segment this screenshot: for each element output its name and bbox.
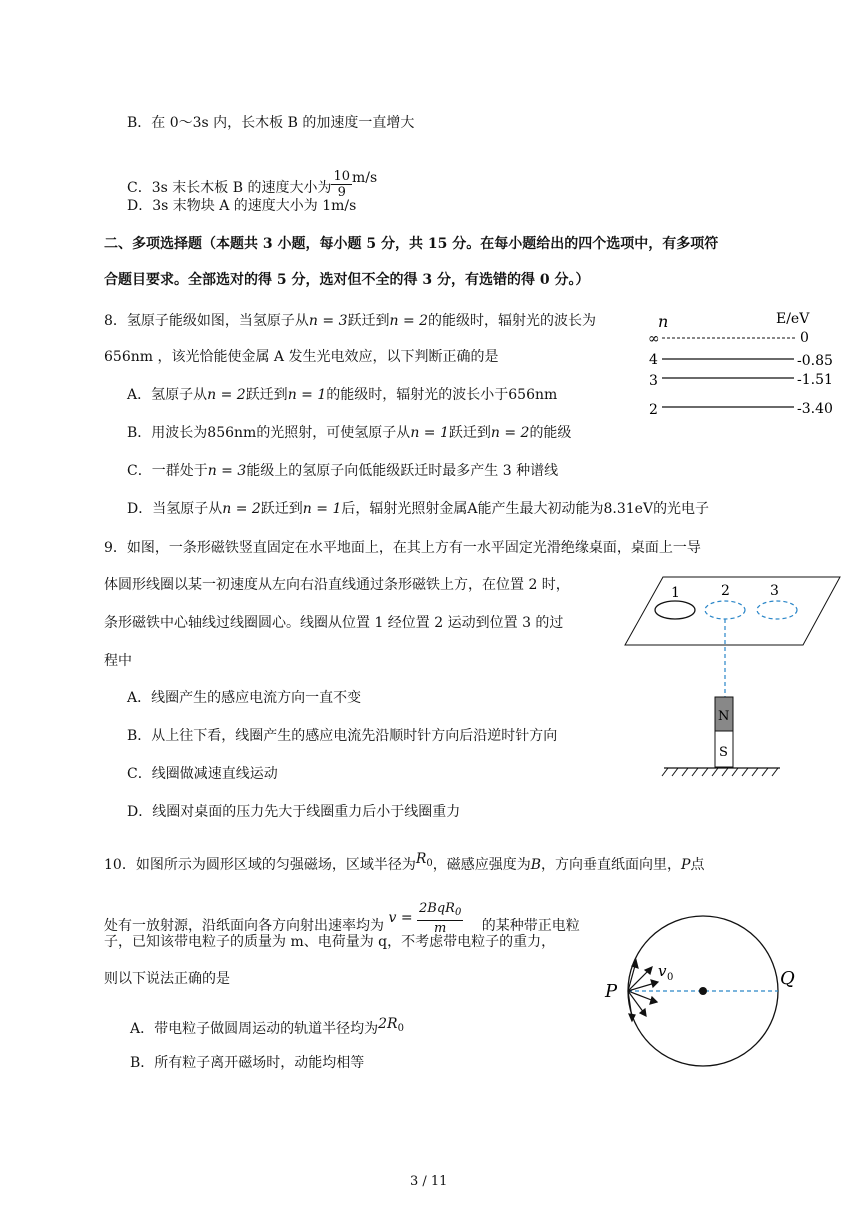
q8-n3: n = 3	[308, 313, 348, 329]
velocity-label: v	[658, 962, 667, 980]
q8-b-n1: n = 1	[410, 425, 449, 441]
q8-d-text: 的光电子	[653, 501, 710, 517]
energy-n-label: n	[658, 312, 669, 331]
velocity-subscript: 0	[667, 972, 674, 983]
q8-option-a	[127, 385, 557, 405]
q8-stem-line1	[104, 311, 596, 331]
q9-stem-line3: 条形磁铁中心轴线过线圈圆心。线圈从位置 1 经位置 2 运动到位置 3 的过	[104, 615, 564, 631]
center-dot	[699, 987, 707, 995]
q8-a-n2: n = 2	[207, 387, 246, 403]
q10-stem-line3: 子，已知该带电粒子的质量为 m、电荷量为 q，不考虑带电粒子的重力，	[104, 934, 556, 950]
energy-level-value: 0	[800, 330, 809, 346]
energy-level-n: 3	[649, 373, 658, 389]
q8-b-text: B．用波长为	[127, 425, 208, 441]
fraction-denominator: 9	[337, 185, 346, 200]
q10-stem-line4: 则以下说法正确的是	[104, 971, 230, 987]
q10-v-equals: v =	[388, 910, 413, 926]
energy-level-n: 2	[649, 402, 658, 418]
fraction-numerator: 10	[333, 169, 350, 184]
energy-level-value: -3.40	[797, 401, 833, 417]
q9-option-c: C．线圈做减速直线运动	[127, 766, 278, 782]
energy-level-diagram	[640, 305, 840, 420]
q8-b-n2: n = 2	[490, 425, 530, 441]
position-label-1: 1	[671, 585, 680, 601]
q8-a-value: 656nm	[508, 387, 558, 403]
q9-option-b: B．从上往下看，线圈产生的感应电流先沿顺时针方向后沿逆时针方向	[127, 728, 558, 744]
q10-option-a	[130, 1014, 404, 1039]
energy-level-n: ∞	[648, 331, 660, 347]
q10-stem-line2	[104, 901, 580, 936]
v-numerator-subscript: 0	[454, 907, 462, 918]
coil-position-1	[655, 601, 695, 619]
q10-v-fraction	[417, 901, 463, 936]
coil-position-3	[757, 601, 797, 619]
q8-d-n2: n = 2	[222, 501, 261, 517]
page-number: 3 / 11	[410, 1174, 448, 1189]
q8-a-text: A．氢原子从	[127, 387, 208, 403]
q7-option-c-unit: m/s	[352, 170, 378, 186]
q8-option-c	[127, 461, 558, 481]
q8-b-text: 跃迁到	[448, 425, 491, 441]
south-label: S	[719, 745, 728, 760]
q9-stem-line2: 体圆形线圈以某一初速度从左向右沿直线通过条形磁铁上方，在位置 2 时，	[104, 577, 570, 593]
magnet-table-diagram	[620, 570, 850, 785]
q8-b-text: 的能级	[529, 425, 572, 441]
circular-field-diagram	[600, 880, 810, 1070]
q10-text: ，磁感应强度为	[432, 857, 531, 873]
section2-heading-line2: 合题目要求。全部选对的得 5 分，选对但不全的得 3 分，有选错的得 0 分。）	[104, 272, 590, 288]
q8-n2: n = 2	[389, 313, 429, 329]
q8-c-text: C．一群处于	[127, 463, 208, 479]
q8-d-metal: A	[467, 501, 478, 517]
section2-heading-line1: 二、多项选择题（本题共 3 小题，每小题 5 分，共 15 分。在每小题给出的四个选项中，有多项符	[104, 236, 719, 252]
q10-text: 10．如图所示为圆形区域的匀强磁场，区域半径为	[104, 857, 416, 873]
q10-p-symbol: P	[681, 857, 691, 873]
point-q-label: Q	[780, 968, 795, 989]
q10-text: 处有一放射源，沿纸面向各方向射出速率均为	[104, 918, 384, 934]
ground-hatching	[662, 768, 778, 776]
q10-text: 的某种带正电粒	[481, 918, 580, 934]
q9-option-d: D．线圈对桌面的压力先大于线圈重力后小于线圈重力	[127, 804, 461, 820]
position-label-2: 2	[721, 583, 730, 599]
q8-a-n1: n = 1	[287, 387, 327, 403]
q10-a-value: 2R	[378, 1016, 398, 1032]
q8-d-text: 跃迁到	[260, 501, 303, 517]
q9-stem-line4: 程中	[104, 653, 132, 669]
q10-a-subscript: 0	[397, 1023, 404, 1034]
q10-option-b: B．所有粒子离开磁场时，动能均相等	[130, 1055, 365, 1071]
q10-r0: R	[415, 851, 427, 867]
q10-b-symbol: B	[530, 857, 542, 873]
v-numerator-text: 2BqR	[419, 901, 455, 916]
q10-a-text: A．带电粒子做圆周运动的轨道半径均为	[130, 1021, 379, 1037]
q8-d-text: 后，辐射光照射金属	[341, 501, 468, 517]
coil-position-2	[705, 601, 745, 619]
q8-option-b	[127, 423, 571, 443]
q8-c-text: 能级上的氢原子向低能级跃迁时最多产生 3 种谱线	[246, 463, 559, 479]
q8-b-value: 856nm	[207, 425, 257, 441]
q8-stem-line2: 656nm ，该光恰能使金属 A 发生光电效应，以下判断正确的是	[104, 349, 499, 365]
q7-option-b: B．在 0～3s 内，长木板 B 的加速度一直增大	[127, 115, 415, 131]
q8-a-text: 的能级时，辐射光的波长小于	[326, 387, 509, 403]
fraction-denominator: m	[433, 921, 447, 936]
energy-level-value: -1.51	[797, 372, 833, 388]
table-surface	[625, 577, 840, 645]
q10-text: ，方向垂直纸面向里，	[541, 857, 682, 873]
q8-option-d	[127, 499, 709, 519]
energy-level-n: 4	[649, 352, 658, 368]
q8-d-n1: n = 1	[302, 501, 342, 517]
q10-text: 点	[690, 857, 705, 873]
q10-stem-line1	[104, 849, 704, 875]
q10-r0-subscript: 0	[426, 858, 433, 869]
point-p-label: P	[605, 981, 618, 1002]
q8-text: 8．氢原子能级如图，当氢原子从	[104, 313, 309, 329]
q8-text: 跃迁到	[347, 313, 390, 329]
q9-option-a: A．线圈产生的感应电流方向一直不变	[127, 690, 362, 706]
q7-option-d: D．3s 末物块 A 的速度大小为 1m/s	[127, 198, 357, 214]
fraction-numerator	[417, 901, 463, 921]
north-label: N	[718, 709, 730, 724]
q8-d-value: 8.31eV	[603, 501, 654, 517]
q8-text: 的能级时，辐射光的波长为	[428, 313, 597, 329]
q8-d-text: 能产生最大初动能为	[477, 501, 604, 517]
q8-b-text: 的光照射，可使氢原子从	[256, 425, 411, 441]
q8-a-text: 跃迁到	[245, 387, 288, 403]
position-label-3: 3	[770, 583, 779, 599]
q9-stem-line1: 9．如图，一条形磁铁竖直固定在水平地面上，在其上方有一水平固定光滑绝缘桌面，桌面上一导	[104, 540, 701, 556]
q8-c-n3: n = 3	[207, 463, 247, 479]
energy-e-label: E/eV	[776, 311, 810, 327]
energy-level-value: -0.85	[797, 353, 833, 369]
q7-option-c-text: C．3s 末长木板 B 的速度大小为	[127, 180, 332, 196]
q8-d-text: D．当氢原子从	[127, 501, 223, 517]
